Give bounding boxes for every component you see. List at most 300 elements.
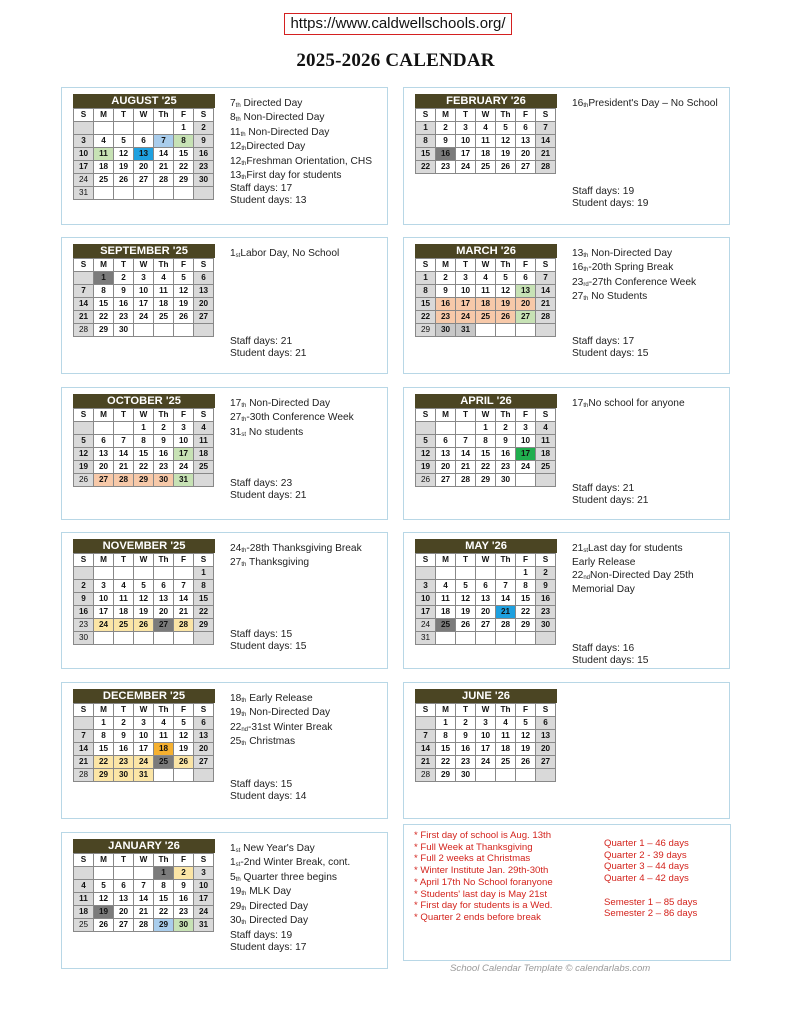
note-line: $5_{th}$ Quarter three begins — [230, 871, 337, 883]
day-cell: 14 — [496, 593, 516, 606]
day-cell: 9 — [496, 435, 516, 448]
day-cell: 26 — [174, 756, 194, 769]
day-cell: 20 — [516, 298, 536, 311]
day-cell: 6 — [194, 272, 214, 285]
weekday-header: F — [516, 409, 536, 422]
day-cell: 30 — [456, 769, 476, 782]
day-cell: 13 — [516, 135, 536, 148]
day-cell: 18 — [94, 161, 114, 174]
day-cell: 23 — [114, 756, 134, 769]
day-cell: 14 — [154, 148, 174, 161]
day-cell: 6 — [476, 580, 496, 593]
day-cell: 12 — [456, 593, 476, 606]
day-cell: 11 — [154, 285, 174, 298]
day-cell: 29 — [134, 474, 154, 487]
day-cell: 3 — [476, 717, 496, 730]
month-calendar — [415, 394, 557, 487]
day-cell: 9 — [114, 285, 134, 298]
day-cell: 18 — [194, 448, 214, 461]
day-cell: 8 — [416, 285, 436, 298]
empty-cell — [456, 422, 476, 435]
month-calendar — [73, 394, 215, 487]
day-count-summary — [572, 483, 648, 508]
day-cell: 4 — [74, 880, 94, 893]
weekday-header: Th — [496, 259, 516, 272]
day-grid — [415, 703, 556, 782]
day-cell: 30 — [536, 619, 556, 632]
month-header: NOVEMBER '25 — [73, 539, 215, 553]
weekday-header: Th — [496, 704, 516, 717]
empty-cell — [114, 187, 134, 200]
empty-cell — [536, 324, 556, 337]
empty-cell — [456, 567, 476, 580]
empty-cell — [154, 769, 174, 782]
day-cell: 1 — [516, 567, 536, 580]
weekday-header: M — [94, 704, 114, 717]
day-cell: 15 — [154, 893, 174, 906]
day-cell: 7 — [416, 730, 436, 743]
month-notes — [572, 98, 718, 112]
day-cell: 27 — [516, 311, 536, 324]
day-grid — [415, 408, 556, 487]
day-cell: 22 — [94, 756, 114, 769]
weekday-header: F — [174, 409, 194, 422]
month-notes — [572, 248, 696, 306]
day-cell: 22 — [134, 461, 154, 474]
footer-credit: School Calendar Template © calendarlabs.com — [450, 963, 651, 974]
weekday-header: Th — [496, 409, 516, 422]
note-line: Memorial Day — [572, 584, 635, 596]
day-cell: 21 — [134, 906, 154, 919]
empty-cell — [74, 422, 94, 435]
day-cell: 6 — [516, 122, 536, 135]
day-cell: 7 — [154, 135, 174, 148]
day-cell: 23 — [436, 161, 456, 174]
weekday-header: S — [194, 554, 214, 567]
day-cell: 7 — [496, 580, 516, 593]
day-cell: 22 — [194, 606, 214, 619]
weekday-header: M — [94, 109, 114, 122]
month-box — [403, 87, 730, 225]
weekday-header: S — [536, 554, 556, 567]
day-cell: 17 — [456, 148, 476, 161]
day-cell: 6 — [194, 717, 214, 730]
empty-cell — [476, 769, 496, 782]
day-cell: 20 — [194, 298, 214, 311]
empty-cell — [134, 187, 154, 200]
day-cell: 9 — [194, 135, 214, 148]
day-cell: 27 — [194, 756, 214, 769]
day-cell: 12 — [74, 448, 94, 461]
day-cell: 29 — [174, 174, 194, 187]
weekday-header: F — [174, 259, 194, 272]
month-header: MARCH '26 — [415, 244, 557, 258]
day-cell: 30 — [436, 324, 456, 337]
student-days: Student days: 15 — [230, 641, 307, 653]
day-cell: 19 — [114, 161, 134, 174]
staff-days: Staff days: 17 — [572, 336, 635, 347]
weekday-header: T — [456, 109, 476, 122]
day-cell: 27 — [436, 474, 456, 487]
day-cell: 25 — [536, 461, 556, 474]
day-cell: 2 — [436, 122, 456, 135]
weekday-header: S — [416, 259, 436, 272]
weekday-header: W — [476, 554, 496, 567]
day-cell: 28 — [496, 619, 516, 632]
weekday-header: S — [536, 704, 556, 717]
weekday-header: Th — [154, 109, 174, 122]
day-cell: 2 — [496, 422, 516, 435]
note-item: * Full 2 weeks at Christmas — [414, 853, 531, 865]
day-cell: 23 — [436, 311, 456, 324]
note-line: $7_{th}$ Directed Day — [230, 98, 303, 109]
day-cell: 23 — [74, 619, 94, 632]
empty-cell — [154, 122, 174, 135]
weekday-header: W — [134, 409, 154, 422]
day-cell: 7 — [114, 435, 134, 448]
day-cell: 6 — [436, 435, 456, 448]
empty-cell — [114, 422, 134, 435]
day-cell: 22 — [436, 756, 456, 769]
day-cell: 11 — [496, 730, 516, 743]
day-cell: 21 — [74, 311, 94, 324]
day-cell: 18 — [536, 448, 556, 461]
day-cell: 28 — [536, 161, 556, 174]
note-line: $11_{th}$ Non-Directed Day — [230, 126, 330, 138]
note-item: * First day of school is Aug. 13th — [414, 830, 552, 841]
month-calendar — [73, 244, 215, 337]
day-cell: 24 — [416, 619, 436, 632]
month-header: JUNE '26 — [415, 689, 557, 703]
weekday-header: Th — [496, 109, 516, 122]
day-grid — [73, 703, 214, 782]
day-cell: 17 — [94, 606, 114, 619]
day-cell: 16 — [496, 448, 516, 461]
day-cell: 13 — [536, 730, 556, 743]
day-cell: 6 — [114, 880, 134, 893]
empty-cell — [174, 324, 194, 337]
empty-cell — [94, 867, 114, 880]
day-cell: 16 — [436, 148, 456, 161]
month-box — [403, 532, 730, 669]
day-cell: 24 — [516, 461, 536, 474]
day-cell: 4 — [476, 272, 496, 285]
empty-cell — [134, 567, 154, 580]
note-line: $12_{th}Directed$ Day — [230, 141, 306, 153]
empty-cell — [516, 324, 536, 337]
note-line: $13_{th}First$ day for students — [230, 170, 342, 182]
note-line: $19_{th}$ Non-Directed Day — [230, 707, 331, 719]
day-cell: 21 — [496, 606, 516, 619]
note-line: $27_{th}$ Thanksgiving — [230, 557, 310, 569]
empty-cell — [154, 324, 174, 337]
empty-cell — [436, 632, 456, 645]
day-count-summary — [230, 779, 306, 804]
day-cell: 29 — [416, 324, 436, 337]
day-cell: 2 — [536, 567, 556, 580]
note-line: Early Release — [572, 557, 636, 569]
empty-cell — [114, 632, 134, 645]
day-cell: 20 — [114, 906, 134, 919]
day-cell: 26 — [74, 474, 94, 487]
weekday-header: Th — [154, 409, 174, 422]
day-cell: 1 — [416, 122, 436, 135]
day-cell: 9 — [436, 285, 456, 298]
day-cell: 21 — [536, 298, 556, 311]
day-cell: 8 — [194, 580, 214, 593]
day-cell: 23 — [194, 161, 214, 174]
weekday-header: M — [94, 854, 114, 867]
empty-cell — [194, 324, 214, 337]
note-line: $27_{th}-30th$ Conference Week — [230, 412, 354, 424]
day-cell: 1 — [416, 272, 436, 285]
note-item: * Winter Institute Jan. 29th-30th — [414, 865, 549, 877]
day-cell: 30 — [194, 174, 214, 187]
weekday-header: Th — [154, 554, 174, 567]
staff-days: Staff days: 15 — [230, 629, 293, 640]
day-cell: 5 — [114, 135, 134, 148]
day-cell: 3 — [456, 272, 476, 285]
day-cell: 20 — [476, 606, 496, 619]
weekday-header: W — [134, 109, 154, 122]
day-cell: 25 — [154, 311, 174, 324]
weekday-header: S — [536, 409, 556, 422]
empty-cell — [94, 422, 114, 435]
day-grid — [415, 258, 556, 337]
day-cell: 6 — [134, 135, 154, 148]
day-cell: 13 — [194, 285, 214, 298]
note-line: $31_{st}$ No students — [230, 426, 304, 438]
empty-cell — [456, 632, 476, 645]
month-header: JANUARY '26 — [73, 839, 215, 853]
day-cell: 12 — [134, 593, 154, 606]
weekday-header: T — [114, 554, 134, 567]
day-cell: 3 — [134, 272, 154, 285]
website-url-link[interactable]: https://www.caldwellschools.org/ — [284, 13, 512, 35]
weekday-header: T — [114, 854, 134, 867]
day-cell: 9 — [154, 435, 174, 448]
day-cell: 5 — [94, 880, 114, 893]
day-cell: 26 — [416, 474, 436, 487]
empty-cell — [536, 474, 556, 487]
day-cell: 30 — [114, 324, 134, 337]
note-line: $23_{rd}-27th$ Conference Week — [572, 276, 697, 288]
day-cell: 3 — [416, 580, 436, 593]
day-cell: 15 — [436, 743, 456, 756]
day-cell: 4 — [496, 717, 516, 730]
day-cell: 29 — [476, 474, 496, 487]
day-count-summary — [230, 629, 306, 654]
day-cell: 4 — [194, 422, 214, 435]
day-cell: 12 — [174, 285, 194, 298]
day-cell: 26 — [516, 756, 536, 769]
empty-cell — [496, 324, 516, 337]
day-cell: 19 — [94, 906, 114, 919]
day-grid — [73, 408, 214, 487]
day-cell: 22 — [416, 161, 436, 174]
day-cell: 28 — [174, 619, 194, 632]
day-cell: 27 — [194, 311, 214, 324]
day-cell: 24 — [476, 756, 496, 769]
day-cell: 23 — [114, 311, 134, 324]
month-notes — [572, 543, 694, 597]
day-cell: 25 — [436, 619, 456, 632]
empty-cell — [476, 567, 496, 580]
day-cell: 23 — [174, 906, 194, 919]
legend-box — [403, 824, 731, 961]
empty-cell — [194, 474, 214, 487]
day-cell: 11 — [194, 435, 214, 448]
page-title: 2025-2026 CALENDAR — [296, 50, 495, 71]
day-cell: 22 — [154, 906, 174, 919]
weekday-header: F — [174, 554, 194, 567]
month-calendar — [73, 94, 215, 200]
day-cell: 27 — [154, 619, 174, 632]
day-cell: 9 — [74, 593, 94, 606]
day-cell: 19 — [74, 461, 94, 474]
day-cell: 8 — [516, 580, 536, 593]
day-cell: 16 — [174, 893, 194, 906]
day-cell: 27 — [134, 174, 154, 187]
day-cell: 16 — [194, 148, 214, 161]
day-cell: 26 — [94, 919, 114, 932]
day-cell: 19 — [134, 606, 154, 619]
month-calendar — [73, 839, 215, 932]
day-cell: 8 — [94, 730, 114, 743]
day-cell: 10 — [174, 435, 194, 448]
month-box — [61, 87, 388, 225]
weekday-header: S — [74, 409, 94, 422]
day-cell: 10 — [94, 593, 114, 606]
day-cell: 4 — [154, 272, 174, 285]
quarter-item: Quarter 1 – 46 days — [604, 838, 689, 849]
weekday-header: W — [476, 704, 496, 717]
weekday-header: W — [476, 259, 496, 272]
day-cell: 7 — [74, 285, 94, 298]
weekday-header: S — [536, 109, 556, 122]
student-days: Student days: 13 — [230, 195, 307, 207]
empty-cell — [74, 567, 94, 580]
day-cell: 26 — [496, 161, 516, 174]
quarter-item: Quarter 3 – 44 days — [604, 861, 689, 873]
day-cell: 20 — [194, 743, 214, 756]
note-line: $30_{th}$ Directed Day — [230, 915, 309, 927]
day-cell: 2 — [114, 272, 134, 285]
day-cell: 7 — [74, 730, 94, 743]
empty-cell — [536, 632, 556, 645]
day-cell: 12 — [94, 893, 114, 906]
day-cell: 9 — [436, 135, 456, 148]
empty-cell — [154, 187, 174, 200]
day-cell: 24 — [174, 461, 194, 474]
empty-cell — [174, 769, 194, 782]
day-cell: 24 — [194, 906, 214, 919]
day-cell: 24 — [134, 756, 154, 769]
day-cell: 24 — [456, 161, 476, 174]
day-grid — [415, 108, 556, 174]
weekday-header: T — [114, 409, 134, 422]
day-cell: 13 — [516, 285, 536, 298]
notes-list — [414, 830, 553, 924]
day-grid — [73, 258, 214, 337]
day-cell: 1 — [174, 122, 194, 135]
day-cell: 11 — [94, 148, 114, 161]
empty-cell — [436, 567, 456, 580]
month-header: FEBRUARY '26 — [415, 94, 557, 108]
day-cell: 10 — [134, 285, 154, 298]
student-days: Student days: 21 — [230, 490, 307, 502]
day-cell: 13 — [114, 893, 134, 906]
day-cell: 26 — [114, 174, 134, 187]
day-cell: 2 — [194, 122, 214, 135]
day-cell: 16 — [114, 743, 134, 756]
day-cell: 10 — [194, 880, 214, 893]
day-cell: 14 — [74, 743, 94, 756]
day-cell: 25 — [74, 919, 94, 932]
day-cell: 21 — [536, 148, 556, 161]
day-cell: 13 — [134, 148, 154, 161]
day-cell: 31 — [74, 187, 94, 200]
day-cell: 2 — [154, 422, 174, 435]
weekday-header: S — [416, 109, 436, 122]
day-cell: 20 — [536, 743, 556, 756]
day-cell: 10 — [476, 730, 496, 743]
empty-cell — [74, 272, 94, 285]
weekday-header: S — [194, 109, 214, 122]
day-cell: 25 — [154, 756, 174, 769]
day-cell: 4 — [154, 717, 174, 730]
quarter-item: Quarter 4 – 42 days — [604, 873, 689, 885]
note-line: $24_{th}-28th$ Thanksgiving Break — [230, 543, 362, 554]
note-line: $8_{th}$ Non-Directed Day — [230, 112, 325, 124]
day-cell: 25 — [476, 161, 496, 174]
day-cell: 12 — [496, 285, 516, 298]
day-cell: 10 — [456, 285, 476, 298]
day-cell: 31 — [174, 474, 194, 487]
day-cell: 10 — [516, 435, 536, 448]
note-line: $16_{th}-20th$ Spring Break — [572, 262, 674, 274]
day-cell: 23 — [536, 606, 556, 619]
day-cell: 6 — [516, 272, 536, 285]
day-cell: 18 — [154, 743, 174, 756]
day-cell: 5 — [174, 272, 194, 285]
day-cell: 19 — [174, 298, 194, 311]
empty-cell — [114, 567, 134, 580]
weekday-header: F — [516, 704, 536, 717]
day-count-summary — [230, 930, 306, 955]
day-cell: 27 — [536, 756, 556, 769]
day-cell: 20 — [134, 161, 154, 174]
day-cell: 17 — [416, 606, 436, 619]
weekday-header: S — [416, 704, 436, 717]
month-calendar — [415, 244, 557, 337]
day-cell: 25 — [194, 461, 214, 474]
weekday-header: S — [416, 409, 436, 422]
day-cell: 26 — [496, 311, 516, 324]
day-cell: 10 — [416, 593, 436, 606]
note-line: $17_{th}$ Non-Directed Day — [230, 398, 331, 409]
day-cell: 15 — [416, 148, 436, 161]
day-cell: 30 — [154, 474, 174, 487]
day-cell: 5 — [516, 717, 536, 730]
weekday-header: S — [74, 554, 94, 567]
day-cell: 29 — [194, 619, 214, 632]
empty-cell — [174, 567, 194, 580]
weekday-header: T — [114, 259, 134, 272]
day-cell: 29 — [516, 619, 536, 632]
day-cell: 21 — [154, 161, 174, 174]
day-cell: 11 — [154, 730, 174, 743]
